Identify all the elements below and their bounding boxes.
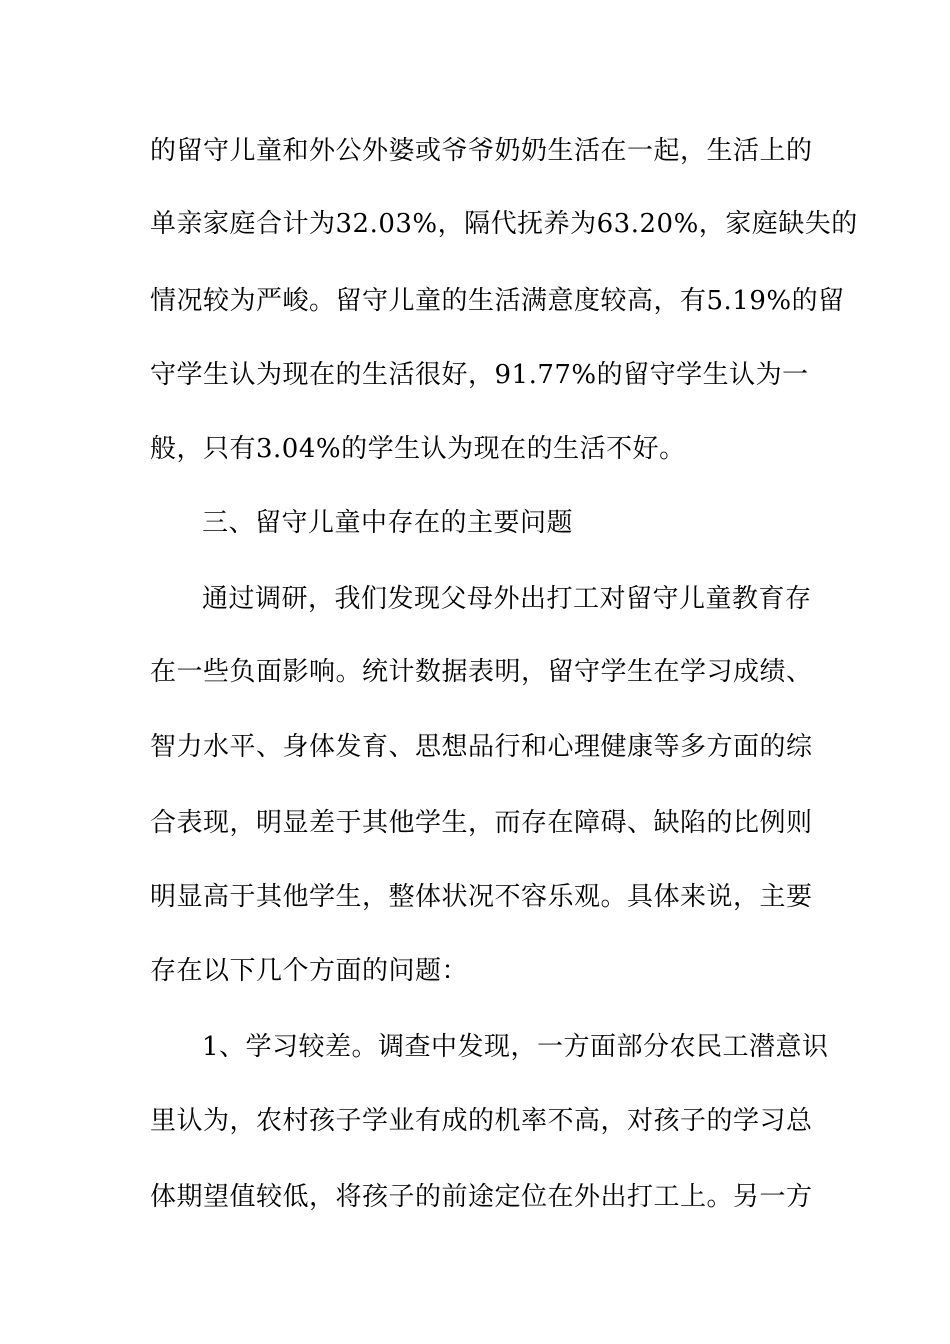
body-text-line: 情况较为严峻。留守儿童的生活满意度较高，有5.19%的留 [150, 286, 845, 316]
numbered-paragraph-line: 1、学习较差。调查中发现，一方面部分农民工潜意识 [202, 1032, 829, 1062]
body-text-line: 存在以下几个方面的问题： [150, 956, 469, 986]
body-text-line: 在一些负面影响。统计数据表明，留守学生在学习成绩、 [150, 657, 813, 687]
body-text-line: 般，只有3.04%的学生认为现在的生活不好。 [150, 434, 686, 464]
body-text-line: 的留守儿童和外公外婆或爷爷奶奶生活在一起，生活上的 [150, 136, 813, 166]
body-text-line: 守学生认为现在的生活很好，91.77%的留守学生认为一 [150, 360, 809, 390]
body-text-line: 明显高于其他学生，整体状况不容乐观。具体来说，主要 [150, 882, 813, 912]
body-text-line: 智力水平、身体发育、思想品行和心理健康等多方面的综 [150, 732, 813, 762]
body-text-line: 体期望值较低，将孩子的前途定位在外出打工上。另一方 [150, 1182, 813, 1212]
body-text-line: 里认为，农村孩子学业有成的机率不高，对孩子的学习总 [150, 1106, 813, 1136]
body-text-line: 单亲家庭合计为32.03%，隔代抚养为63.20%，家庭缺失的 [150, 209, 858, 239]
body-text-line: 合表现，明显差于其他学生，而存在障碍、缺陷的比例则 [150, 808, 813, 838]
body-text-line: 通过调研，我们发现父母外出打工对留守儿童教育存 [202, 584, 812, 614]
section-heading: 三、留守儿童中存在的主要问题 [202, 508, 574, 538]
